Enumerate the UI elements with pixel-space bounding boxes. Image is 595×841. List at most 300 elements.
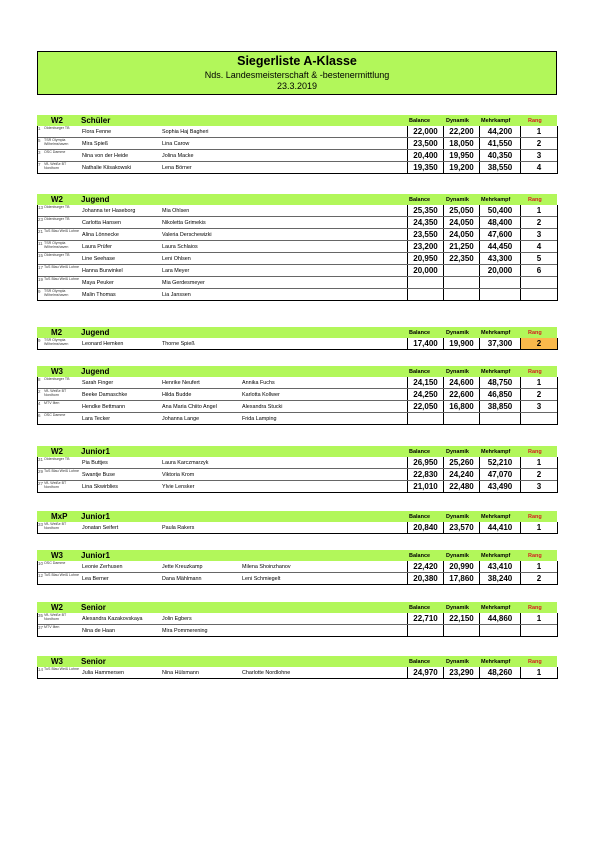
start-number: 31	[38, 457, 44, 462]
athlete-3: Charlotte Nordlohne	[242, 670, 291, 676]
mehrkampf-score: 46,850	[479, 389, 520, 401]
athlete-1: Nathalie Kiisakowski	[82, 165, 132, 171]
dynamik-score: 19,200	[443, 162, 479, 174]
balance-score: 20,380	[407, 573, 443, 585]
table-row	[37, 289, 557, 301]
athlete-2: Valeria Derschewizki	[162, 232, 212, 238]
category-label: Senior	[81, 603, 106, 612]
mehrkampf-score: 47,600	[479, 229, 520, 241]
event-date: 23.3.2019	[276, 81, 318, 91]
category-label: Junior1	[81, 512, 110, 521]
start-number: 15	[38, 253, 44, 258]
dynamik-header: Dynamik	[446, 369, 469, 375]
category-label: Senior	[81, 657, 106, 666]
start-number: 13	[38, 205, 44, 210]
club-name: TSR Olympia Wilhelmshaven	[44, 241, 69, 250]
mehrkampf-score: 20,000	[479, 265, 520, 277]
dynamik-header: Dynamik	[446, 514, 469, 520]
dynamik-header: Dynamik	[446, 197, 469, 203]
start-number: 8	[38, 377, 41, 382]
dynamik-score: 25,260	[443, 457, 479, 469]
rank: 4	[520, 241, 558, 253]
athlete-1: Pia Buttjes	[82, 460, 108, 466]
balance-header: Balance	[409, 449, 431, 455]
dynamik-score: 19,900	[443, 338, 479, 350]
dynamik-score: 24,050	[443, 229, 479, 241]
table-row	[37, 229, 557, 241]
athlete-1: Laura Prüfer	[82, 244, 112, 250]
club-name: Oldenburger TB	[44, 457, 70, 461]
athlete-2: Lina Carow	[162, 141, 190, 147]
rang-header: Rang	[528, 369, 542, 375]
mehrkampf-score: 47,070	[479, 469, 520, 481]
mehrkampf-score: 43,410	[479, 561, 520, 573]
start-number: 11	[38, 241, 43, 246]
table-row	[37, 457, 557, 469]
dynamik-score: 17,860	[443, 573, 479, 585]
athlete-1: Leonard Hemken	[82, 341, 124, 347]
rank: 1	[520, 205, 558, 217]
mehrkampf-score: 44,200	[479, 126, 520, 138]
class-label: M2	[51, 328, 63, 337]
balance-header: Balance	[409, 197, 431, 203]
dynamik-score: 18,050	[443, 138, 479, 150]
rank: 1	[520, 126, 558, 138]
balance-score: 24,150	[407, 377, 443, 389]
athlete-2: Johanna Lange	[162, 416, 200, 422]
balance-score: 17,400	[407, 338, 443, 350]
balance-score	[407, 277, 443, 289]
club-name: TSR Olympia Wilhelmshaven	[44, 138, 69, 147]
club-name: OSC Damme	[44, 150, 66, 154]
mehrkampf-score: 48,260	[479, 667, 520, 679]
section-8	[37, 656, 557, 679]
club-name: MTV Ilten	[44, 401, 60, 405]
rank: 1	[520, 561, 558, 573]
athlete-1: Mira Spieß	[82, 141, 109, 147]
table-row	[37, 217, 557, 229]
start-number: 23	[38, 217, 44, 222]
club-name: VfL Weiße BT Nordhorn	[44, 522, 67, 531]
dynamik-header: Dynamik	[446, 659, 469, 665]
club-name: Oldenburger TB	[44, 205, 70, 209]
mehrkampf-score: 41,550	[479, 138, 520, 150]
mehrkampf-score: 44,410	[479, 522, 520, 534]
class-label: W2	[51, 603, 63, 612]
balance-score: 23,550	[407, 229, 443, 241]
rang-header: Rang	[528, 449, 542, 455]
mehrkampf-score: 40,350	[479, 150, 520, 162]
balance-score: 22,050	[407, 401, 443, 413]
balance-score: 22,000	[407, 126, 443, 138]
table-row	[37, 573, 557, 585]
table-row	[37, 413, 557, 425]
mehrkampf-header: Mehrkampf	[481, 514, 511, 520]
athlete-2: Jette Kreuzkamp	[162, 564, 203, 570]
rang-header: Rang	[528, 553, 542, 559]
start-number: 10	[38, 561, 44, 566]
club-name: TSR Olympia Wilhelmshaven	[44, 338, 69, 347]
start-number: 3	[38, 150, 41, 155]
table-row	[37, 138, 557, 150]
athlete-3: Frida Lamping	[242, 416, 277, 422]
athlete-1: Line Seehase	[82, 256, 115, 262]
athlete-1: Hendke Bettmann	[82, 404, 126, 410]
table-row	[37, 241, 557, 253]
start-number: 33	[38, 522, 44, 527]
table-row	[37, 265, 557, 277]
class-label: W3	[51, 657, 63, 666]
rank: 2	[520, 389, 558, 401]
athlete-1: Alina Lönnecke	[82, 232, 119, 238]
table-row	[37, 401, 557, 413]
page-subtitle: Nds. Landesmeisterschaft & -bestenermittlung	[204, 70, 390, 80]
rank: 2	[520, 338, 558, 350]
balance-score: 23,200	[407, 241, 443, 253]
athlete-1: Johanna ter Haseborg	[82, 208, 136, 214]
dynamik-score: 22,480	[443, 481, 479, 493]
mehrkampf-score: 38,550	[479, 162, 520, 174]
table-row	[37, 469, 557, 481]
club-name: VfL Weiße BT Nordhorn	[44, 162, 67, 171]
category-label: Jugend	[81, 328, 110, 337]
balance-score: 22,420	[407, 561, 443, 573]
athlete-2: Lara Meyer	[162, 268, 190, 274]
table-row	[37, 338, 557, 350]
class-label: W2	[51, 116, 63, 125]
mehrkampf-score: 37,300	[479, 338, 520, 350]
rank: 1	[520, 457, 558, 469]
balance-score: 24,970	[407, 667, 443, 679]
section-header	[37, 366, 557, 377]
athlete-1: Beeke Damaschke	[82, 392, 128, 398]
athlete-3: Milena Shoinzhanov	[242, 564, 291, 570]
mehrkampf-score	[479, 625, 520, 637]
category-label: Junior1	[81, 551, 110, 560]
dynamik-header: Dynamik	[446, 553, 469, 559]
rank: 1	[520, 377, 558, 389]
athlete-1: Nina de Haan	[82, 628, 115, 634]
athlete-2: Jolina Macke	[162, 153, 194, 159]
athlete-1: Nina von der Heide	[82, 153, 129, 159]
club-name: VfL Weiße BT Nordhorn	[44, 481, 67, 490]
athlete-2: Mia Ohlsen	[162, 208, 190, 214]
section-2	[37, 327, 557, 350]
club-name: OSC Damme	[44, 413, 66, 417]
balance-header: Balance	[409, 514, 431, 520]
table-row	[37, 481, 557, 493]
table-row	[37, 126, 557, 138]
dynamik-score	[443, 289, 479, 301]
mehrkampf-header: Mehrkampf	[481, 449, 511, 455]
athlete-2: Laura Karczmarzyk	[162, 460, 209, 466]
dynamik-score: 22,600	[443, 389, 479, 401]
balance-header: Balance	[409, 330, 431, 336]
balance-score: 20,000	[407, 265, 443, 277]
athlete-2: Dana Mählmann	[162, 576, 202, 582]
athlete-1: Malin Thomas	[82, 292, 116, 298]
dynamik-score	[443, 277, 479, 289]
balance-score: 22,830	[407, 469, 443, 481]
mehrkampf-score	[479, 289, 520, 301]
mehrkampf-score: 48,400	[479, 217, 520, 229]
start-number: 37	[38, 625, 44, 630]
rank: 5	[520, 253, 558, 265]
athlete-2: Nikoletta Grimekis	[162, 220, 206, 226]
table-row	[37, 150, 557, 162]
balance-score: 20,950	[407, 253, 443, 265]
dynamik-score: 22,350	[443, 253, 479, 265]
club-name: MTV Ilten	[44, 625, 60, 629]
mehrkampf-header: Mehrkampf	[481, 553, 511, 559]
rank: 2	[520, 217, 558, 229]
dynamik-score: 23,570	[443, 522, 479, 534]
category-label: Jugend	[81, 195, 110, 204]
start-number: 5	[38, 138, 41, 143]
athlete-1: Lara Tecker	[82, 416, 111, 422]
balance-score: 22,710	[407, 613, 443, 625]
dynamik-score	[443, 265, 479, 277]
start-number: 9	[38, 338, 41, 343]
rank	[520, 625, 558, 637]
athlete-2: Jolin Egbers	[162, 616, 192, 622]
rank: 3	[520, 401, 558, 413]
balance-score: 25,350	[407, 205, 443, 217]
balance-score	[407, 625, 443, 637]
balance-header: Balance	[409, 553, 431, 559]
rank: 2	[520, 138, 558, 150]
section-1	[37, 194, 557, 301]
mehrkampf-score: 52,210	[479, 457, 520, 469]
rang-header: Rang	[528, 514, 542, 520]
athlete-2: Nina Hülsmann	[162, 670, 199, 676]
athlete-2: Mia Gerdesmeyer	[162, 280, 205, 286]
mehrkampf-header: Mehrkampf	[481, 605, 511, 611]
balance-score: 24,350	[407, 217, 443, 229]
dynamik-score: 19,950	[443, 150, 479, 162]
title-box	[37, 51, 557, 95]
dynamik-score: 24,240	[443, 469, 479, 481]
section-7	[37, 602, 557, 637]
start-number: 35	[38, 613, 44, 618]
balance-score	[407, 289, 443, 301]
mehrkampf-header: Mehrkampf	[481, 330, 511, 336]
athlete-3: Leni Schmiegelt	[242, 576, 281, 582]
dynamik-score: 21,250	[443, 241, 479, 253]
balance-header: Balance	[409, 369, 431, 375]
rank: 2	[520, 469, 558, 481]
athlete-2: Henrike Neufert	[162, 380, 200, 386]
table-row	[37, 613, 557, 625]
rank: 3	[520, 229, 558, 241]
rang-header: Rang	[528, 118, 542, 124]
section-header	[37, 327, 557, 338]
rank: 2	[520, 573, 558, 585]
rank	[520, 413, 558, 425]
club-name: TuS Blau Weiß Lohne	[44, 573, 79, 577]
athlete-3: Alexandra Stucki	[242, 404, 283, 410]
mehrkampf-score: 50,400	[479, 205, 520, 217]
rank: 1	[520, 613, 558, 625]
dynamik-score	[443, 625, 479, 637]
mehrkampf-score: 38,240	[479, 573, 520, 585]
club-name: TuS Blau Weiß Lohne	[44, 277, 79, 281]
table-row	[37, 522, 557, 534]
club-name: Oldenburger TB	[44, 253, 70, 257]
page-title: Siegerliste A-Klasse	[237, 54, 357, 68]
club-name: Oldenburger TB	[44, 217, 70, 221]
start-number: 29	[38, 469, 44, 474]
class-label: W3	[51, 367, 63, 376]
category-label: Junior1	[81, 447, 110, 456]
class-label: W2	[51, 447, 63, 456]
balance-header: Balance	[409, 659, 431, 665]
club-name: VfL Weiße BT Nordhorn	[44, 613, 67, 622]
section-5	[37, 511, 557, 534]
athlete-2: Hilda Budde	[162, 392, 192, 398]
dynamik-score: 24,050	[443, 217, 479, 229]
section-4	[37, 446, 557, 493]
section-header	[37, 511, 557, 522]
table-row	[37, 205, 557, 217]
rank: 3	[520, 150, 558, 162]
athlete-2: Viktoria Krom	[162, 472, 195, 478]
balance-score: 24,250	[407, 389, 443, 401]
start-number: 6	[38, 413, 41, 418]
athlete-1: Hanna Burwinkel	[82, 268, 123, 274]
dynamik-header: Dynamik	[446, 605, 469, 611]
start-number: 4	[38, 401, 41, 406]
athlete-1: Carlotta Hansen	[82, 220, 121, 226]
balance-score	[407, 413, 443, 425]
class-label: W2	[51, 195, 63, 204]
athlete-1: Lina Skwirblies	[82, 484, 118, 490]
dynamik-header: Dynamik	[446, 330, 469, 336]
dynamik-score: 22,150	[443, 613, 479, 625]
class-label: MxP	[51, 512, 68, 521]
athlete-3: Annika Fuchs	[242, 380, 275, 386]
mehrkampf-header: Mehrkampf	[481, 197, 511, 203]
section-header	[37, 656, 557, 667]
section-header	[37, 550, 557, 561]
section-header	[37, 602, 557, 613]
dynamik-score: 23,290	[443, 667, 479, 679]
class-label: W3	[51, 551, 63, 560]
rank: 3	[520, 481, 558, 493]
athlete-2: Paula Rakers	[162, 525, 195, 531]
rank	[520, 277, 558, 289]
dynamik-score: 25,050	[443, 205, 479, 217]
rank: 4	[520, 162, 558, 174]
rank: 1	[520, 667, 558, 679]
start-number: 1	[38, 126, 41, 131]
table-row	[37, 667, 557, 679]
start-number: 14	[38, 667, 44, 672]
dynamik-score: 20,990	[443, 561, 479, 573]
athlete-3: Karlotta Kollwer	[242, 392, 280, 398]
start-number: 21	[38, 229, 44, 234]
mehrkampf-score: 44,450	[479, 241, 520, 253]
rang-header: Rang	[528, 659, 542, 665]
athlete-2: Lena Börner	[162, 165, 192, 171]
balance-score: 21,010	[407, 481, 443, 493]
section-header	[37, 194, 557, 205]
rank: 1	[520, 522, 558, 534]
balance-score: 19,350	[407, 162, 443, 174]
athlete-1: Maya Peuker	[82, 280, 114, 286]
table-row	[37, 625, 557, 637]
athlete-1: Alexandra Kazakovskaya	[82, 616, 143, 622]
mehrkampf-score	[479, 413, 520, 425]
dynamik-score: 22,200	[443, 126, 479, 138]
mehrkampf-score: 44,860	[479, 613, 520, 625]
athlete-2: Sophia Haj Bagheri	[162, 129, 209, 135]
athlete-2: Leni Ohlsen	[162, 256, 191, 262]
category-label: Schüler	[81, 116, 111, 125]
start-number: 9	[38, 289, 41, 294]
athlete-1: Julia Hammersen	[82, 670, 124, 676]
mehrkampf-header: Mehrkampf	[481, 659, 511, 665]
rank	[520, 289, 558, 301]
start-number: 12	[38, 573, 44, 578]
balance-score: 20,840	[407, 522, 443, 534]
section-header	[37, 115, 557, 126]
athlete-1: Jonatan Seifert	[82, 525, 119, 531]
table-row	[37, 253, 557, 265]
table-row	[37, 162, 557, 174]
balance-header: Balance	[409, 605, 431, 611]
mehrkampf-header: Mehrkampf	[481, 118, 511, 124]
athlete-1: Swantje Buse	[82, 472, 115, 478]
rang-header: Rang	[528, 605, 542, 611]
club-name: TSR Olympia Wilhelmshaven	[44, 289, 69, 298]
dynamik-score: 16,800	[443, 401, 479, 413]
athlete-2: Lia Janssen	[162, 292, 191, 298]
club-name: OSC Damme	[44, 561, 66, 565]
dynamik-score: 24,600	[443, 377, 479, 389]
balance-header: Balance	[409, 118, 431, 124]
club-name: TuS Blau Weiß Lohne	[44, 265, 79, 269]
athlete-2: Laura Schlaios	[162, 244, 198, 250]
mehrkampf-header: Mehrkampf	[481, 369, 511, 375]
rang-header: Rang	[528, 197, 542, 203]
mehrkampf-score: 43,300	[479, 253, 520, 265]
club-name: TuS Blau Weiß Lohne	[44, 469, 79, 473]
club-name: VfL Weiße BT Nordhorn	[44, 389, 67, 398]
dynamik-header: Dynamik	[446, 449, 469, 455]
category-label: Jugend	[81, 367, 110, 376]
mehrkampf-score	[479, 277, 520, 289]
section-0	[37, 115, 557, 174]
table-row	[37, 377, 557, 389]
athlete-1: Leonie Zerhusen	[82, 564, 123, 570]
table-row	[37, 389, 557, 401]
balance-score: 20,400	[407, 150, 443, 162]
dynamik-score	[443, 413, 479, 425]
table-row	[37, 277, 557, 289]
start-number: 19	[38, 277, 44, 282]
start-number: 27	[38, 481, 44, 486]
start-number: 17	[38, 265, 44, 270]
mehrkampf-score: 43,490	[479, 481, 520, 493]
athlete-1: Flora Fenne	[82, 129, 112, 135]
section-header	[37, 446, 557, 457]
mehrkampf-score: 38,850	[479, 401, 520, 413]
section-3	[37, 366, 557, 425]
athlete-2: Mira Pommerening	[162, 628, 208, 634]
section-6	[37, 550, 557, 585]
athlete-2: Ylvie Lensker	[162, 484, 195, 490]
